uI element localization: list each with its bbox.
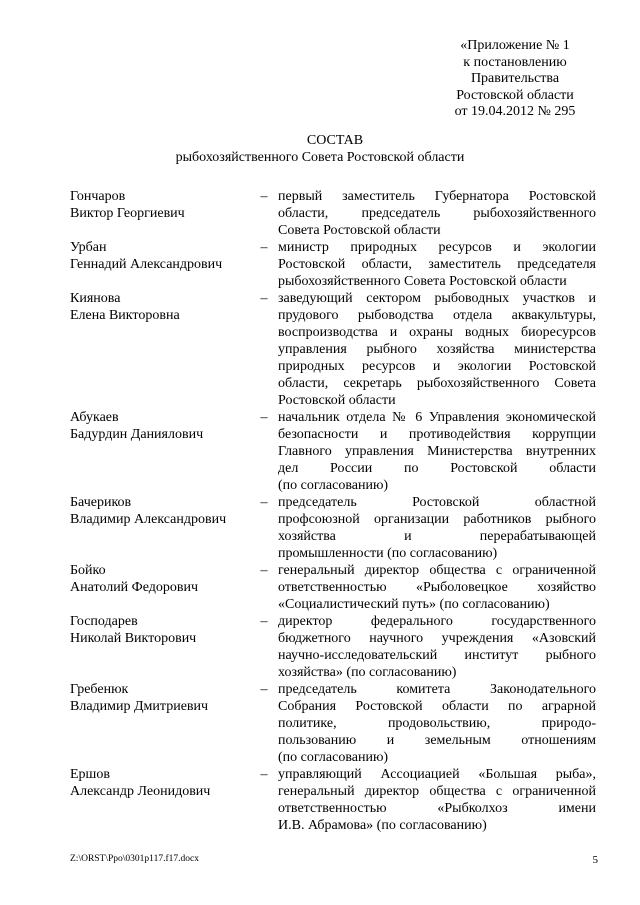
- member-name: [70, 290, 250, 324]
- member-surname: Абукаев: [70, 410, 119, 425]
- member-role-line: профсоюзной организации работников рыбного: [278, 512, 596, 527]
- member-surname: Бачериков: [70, 495, 132, 510]
- member-row: [70, 188, 598, 239]
- member-row: [70, 562, 598, 613]
- member-role-line: Ростовской области: [278, 393, 396, 408]
- member-dash: –: [260, 410, 268, 425]
- member-role-line: политике, продовольствию, природо-: [278, 716, 596, 731]
- member-role-line: управления рыбного хозяйства министерства: [278, 342, 596, 357]
- member-name: [70, 562, 250, 596]
- member-role-line: заведующий сектором рыбоводных участков и: [278, 291, 596, 306]
- document-title: [0, 133, 640, 166]
- member-role: [278, 409, 596, 494]
- member-row: [70, 239, 598, 290]
- member-role-line: области, секретарь рыбохозяйственного Совета: [278, 376, 596, 391]
- member-role-line: директор федерального государственного: [278, 614, 596, 629]
- member-dash: –: [260, 767, 268, 782]
- member-role: [278, 613, 596, 681]
- member-role: [278, 766, 596, 834]
- member-given: Геннадий Александрович: [70, 257, 223, 272]
- member-role-line: И.В. Абрамова» (по согласованию): [278, 818, 487, 833]
- member-row: [70, 494, 598, 562]
- member-given: Бадурдин Даниялович: [70, 427, 204, 442]
- appendix-line: Ростовской области: [456, 87, 574, 103]
- appendix-line: от 19.04.2012 № 295: [454, 104, 576, 119]
- member-name: [70, 188, 250, 222]
- appendix-line: «Приложение № 1: [460, 38, 570, 53]
- title-heading: СОСТАВ: [306, 133, 364, 148]
- member-given: Владимир Дмитриевич: [70, 699, 209, 714]
- member-surname: Гребенюк: [70, 682, 129, 697]
- member-role-line: хозяйства и перерабатывающей: [278, 529, 596, 544]
- member-role-line: генеральный директор общества с ограниченной: [278, 563, 596, 578]
- member-role-line: Главного управления Министерства внутренних: [278, 444, 596, 459]
- member-row: [70, 409, 598, 494]
- appendix-block: [410, 38, 620, 121]
- member-surname: Урбан: [70, 240, 107, 255]
- member-row: [70, 290, 598, 409]
- member-role: [278, 494, 596, 562]
- members-list: [70, 188, 598, 834]
- member-role-line: первый заместитель Губернатора Ростовской: [278, 189, 596, 204]
- member-name: [70, 239, 250, 273]
- member-row: [70, 681, 598, 766]
- appendix-line: Правительства: [470, 71, 560, 86]
- member-role-line: ответственностью «Рыбколхоз имени: [278, 801, 596, 816]
- member-role-line: генеральный директор общества с ограниченной: [278, 784, 596, 799]
- member-role-line: пользованию и земельным отношениям: [278, 733, 596, 748]
- member-role-line: воспроизводства и охраны водных биоресурсов: [278, 325, 596, 340]
- member-role-line: управляющий Ассоциацией «Большая рыба»,: [278, 767, 596, 782]
- appendix-line: к постановлению: [463, 54, 567, 70]
- page-footer: [70, 854, 598, 866]
- member-dash: –: [260, 614, 268, 629]
- member-name: [70, 613, 250, 647]
- member-role-line: председатель Ростовской областной: [278, 495, 596, 510]
- member-role-line: природных ресурсов и экологии Ростовской: [278, 359, 596, 374]
- member-name: [70, 409, 250, 443]
- member-role-line: области, председатель рыбохозяйственного: [278, 206, 596, 221]
- member-row: [70, 613, 598, 681]
- member-given: Виктор Георгиевич: [70, 206, 185, 221]
- member-surname: Бойко: [70, 563, 106, 578]
- member-surname: Ершов: [70, 767, 110, 782]
- member-role: [278, 290, 596, 409]
- member-role-line: Собрания Ростовской области по аграрной: [278, 699, 596, 714]
- member-dash: –: [260, 682, 268, 697]
- member-dash: –: [260, 240, 268, 255]
- member-role-line: прудового рыбоводства отдела аквакультуры,: [278, 308, 596, 323]
- member-role-line: бюджетного научного учреждения «Азовский: [278, 631, 596, 646]
- member-role-line: председатель комитета Законодательного: [278, 682, 596, 697]
- member-role: [278, 562, 596, 613]
- footer-file-path: Z:\ORST\Ppo\0301p117.f17.docx: [70, 854, 199, 864]
- page-number: 5: [592, 854, 598, 866]
- member-role-line: «Социалистический путь» (по согласованию): [278, 597, 550, 612]
- member-role-line: (по согласованию): [278, 478, 389, 493]
- member-surname: Киянова: [70, 291, 121, 306]
- member-role-line: промышленности (по согласованию): [278, 546, 498, 561]
- member-role-line: безопасности и противодействия коррупции: [278, 427, 596, 442]
- member-name: [70, 494, 250, 528]
- member-role-line: дел России по Ростовской области: [278, 461, 596, 476]
- member-given: Елена Викторовна: [70, 308, 180, 323]
- member-surname: Господарев: [70, 614, 138, 629]
- member-dash: –: [260, 291, 268, 306]
- member-role: [278, 239, 596, 290]
- member-role-line: ответственностью «Рыболовецкое хозяйство: [278, 580, 596, 595]
- member-surname: Гончаров: [70, 189, 126, 204]
- member-name: [70, 681, 250, 715]
- member-role-line: начальник отдела № 6 Управления экономической: [278, 410, 596, 425]
- member-role: [278, 681, 596, 766]
- title-subheading: рыбохозяйственного Совета Ростовской области: [175, 149, 465, 165]
- member-dash: –: [260, 563, 268, 578]
- member-row: [70, 766, 598, 834]
- member-role-line: рыбохозяйственного Совета Ростовской области: [278, 274, 567, 289]
- member-given: Николай Викторович: [70, 631, 197, 646]
- member-name: [70, 766, 250, 800]
- member-role-line: (по согласованию): [278, 750, 389, 765]
- member-dash: –: [260, 495, 268, 510]
- member-role-line: Ростовской области, заместитель председателя: [278, 257, 596, 272]
- member-dash: –: [260, 189, 268, 204]
- member-given: Анатолий Федорович: [70, 580, 199, 595]
- member-role-line: научно-исследовательский институт рыбного: [278, 648, 596, 663]
- member-given: Александр Леонидович: [70, 784, 211, 799]
- member-role: [278, 188, 596, 239]
- member-given: Владимир Александрович: [70, 512, 227, 527]
- member-role-line: министр природных ресурсов и экологии: [278, 240, 596, 255]
- member-role-line: хозяйства» (по согласованию): [278, 665, 457, 680]
- member-role-line: Совета Ростовской области: [278, 223, 441, 238]
